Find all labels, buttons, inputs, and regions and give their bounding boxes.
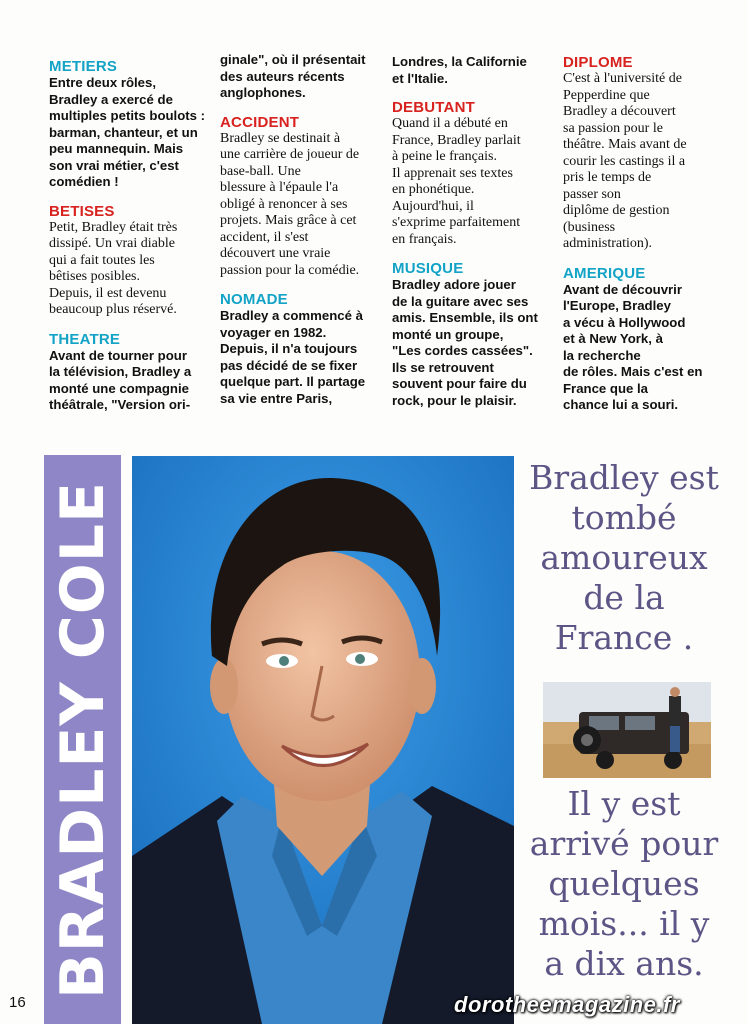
portrait-illustration: [132, 456, 514, 1024]
section-text: Petit, Bradley était très dissipé. Un vrai diable qui a fait toutes les bêtises posibles. Depuis, il est devenu beaucoup plus réservé.: [49, 219, 178, 317]
section-text: Avant de tourner pour la télévision, Bradley a monté une compagnie théâtrale, "Version ori-: [49, 347, 192, 412]
section-heading: BETISES: [49, 202, 115, 220]
section-text: Londres, la Californie et l'Italie.: [392, 54, 527, 86]
section-text: Entre deux rôles, Bradley a exercé de multiples petits boulots : barman, chanteur, et un peu mannequin. Mais son vrai métier, c'est comédien !: [49, 75, 206, 189]
jeep-illustration: [543, 682, 711, 778]
article-section: [220, 291, 380, 407]
section-heading: DEBUTANT: [392, 99, 475, 116]
section-text: Bradley se destinait à une carrière de joueur de base-ball. Une blessure à l'épaule l'a obligé à renoncer à ses projets. Mais grâce à cet accident, il s'est découvert une vraie passion pour la comédie.: [220, 130, 360, 278]
section-heading: THEATRE: [49, 330, 121, 348]
section-text: C'est à l'université de Pepperdine que Bradley a découvert sa passion pour le théâtre. Mais avant de courir les castings il a pris le temps de passer son diplôme de gestion (business administration).: [563, 71, 687, 251]
section-heading: AMERIQUE: [563, 264, 646, 282]
section-heading: ACCIDENT: [220, 113, 300, 131]
article-section: [563, 54, 713, 253]
section-text: ginale", où il présentait des auteurs récents anglophones.: [220, 52, 366, 100]
page-number: 16: [9, 994, 26, 1011]
watermark: dorotheemagazine.fr: [454, 992, 680, 1017]
article-section: [49, 58, 209, 191]
column-2: [220, 52, 380, 419]
pull-quote-bottom: Il y est arrivé pour quelques mois... il y a dix ans.: [529, 784, 719, 983]
section-heading: MUSIQUE: [392, 260, 464, 277]
section-heading: DIPLOME: [563, 54, 633, 71]
article-section: [49, 203, 209, 319]
column-3: [392, 54, 552, 421]
section-heading: NOMADE: [220, 291, 288, 308]
name-banner-wrap: [44, 455, 121, 1024]
name-banner-text: BRADLEY COLE: [47, 480, 118, 999]
section-text: Avant de découvrir l'Europe, Bradley a vécu à Hollywood et à New York, à la recherche de rôles. Mais c'est en France que la chance lui a souri.: [563, 281, 703, 412]
column-4: [563, 54, 713, 426]
column-1: [49, 58, 209, 426]
article-section: [220, 114, 380, 280]
article-section: [392, 260, 552, 409]
section-text: Quand il a débuté en France, Bradley parlait à peine le français. Il apprenait ses textes en phonétique. Aujourd'hui, il s'exprime parfaitement en français.: [392, 116, 521, 247]
portrait-photo: [132, 456, 514, 1024]
article-section: [49, 331, 209, 414]
section-text: Bradley a commencé à voyager en 1982. Depuis, il n'a toujours pas décidé de se fixer quelque part. Il partage sa vie entre Paris,: [220, 308, 366, 406]
pull-quote-top: Bradley est tombé amoureux de la France .: [529, 458, 719, 657]
article-section: [392, 99, 552, 248]
article-section: [220, 52, 380, 102]
article-section: [392, 54, 552, 87]
article-section: [563, 265, 713, 414]
section-heading: METIERS: [49, 58, 118, 75]
section-text: Bradley adore jouer de la guitare avec ses amis. Ensemble, ils ont monté un groupe, "Les cordes cassées". Ils se retrouvent souvent pour faire du rock, pour le plaisir.: [392, 277, 538, 408]
jeep-photo: [543, 682, 711, 778]
